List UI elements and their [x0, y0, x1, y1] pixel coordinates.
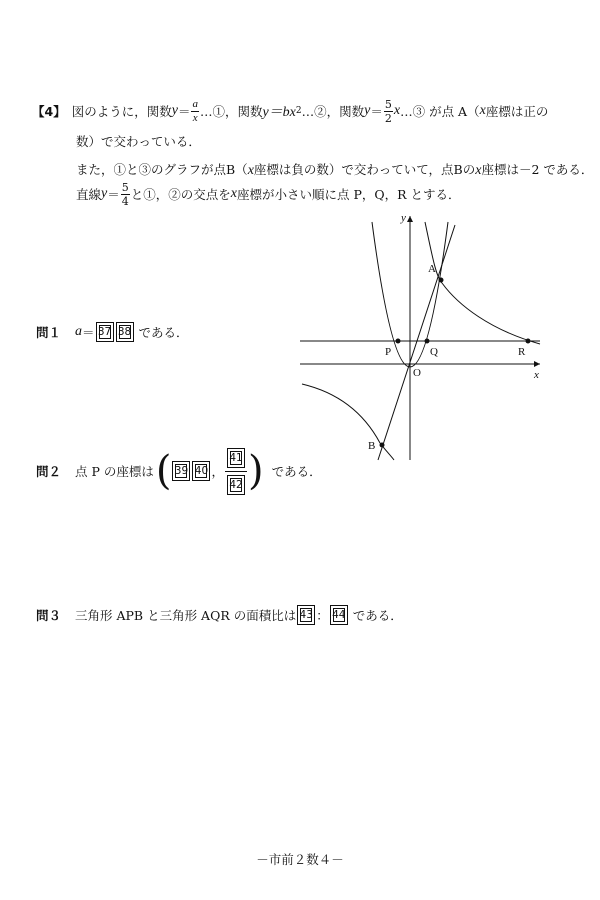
answer-box-43[interactable]: 43 [297, 605, 315, 625]
q2-fraction [225, 448, 247, 495]
f1-numerator: a [192, 97, 198, 110]
answer-box-39[interactable]: 39 [172, 461, 190, 481]
f1-var: y [171, 103, 178, 118]
y-axis-arrow [407, 216, 413, 222]
q2-tail: である． [271, 464, 322, 479]
line4-eq: ＝ [107, 187, 120, 202]
f1-fraction [191, 99, 199, 124]
q3-text: 三角形 APB と三角形 AQR の面積比は [75, 608, 297, 623]
q1-eq: ＝ [82, 325, 95, 340]
problem-line-4 [76, 180, 461, 208]
f3-x: x [393, 103, 401, 118]
q2-close-paren: ) [248, 448, 264, 494]
f3-denominator: 2 [384, 111, 392, 125]
q2-denominator [226, 472, 246, 495]
line3-a: また，①と③のグラフが点B（ [76, 162, 248, 177]
line3-c: 座標は－2 である． [481, 162, 594, 177]
label-p: P [385, 346, 392, 358]
line4-b: と①，②の交点を [130, 187, 231, 202]
label-b: B [368, 440, 376, 452]
f3-var: y [364, 103, 371, 118]
label-x: x [534, 369, 539, 381]
line3-b: 座標は負の数）で交わっていて，点Bの [253, 162, 476, 177]
line4-y: y [101, 186, 108, 201]
answer-box-41[interactable]: 41 [227, 448, 245, 468]
line4-numerator: 5 [121, 180, 129, 194]
q3-tail: である． [352, 608, 403, 623]
point-r [526, 339, 531, 344]
q2-numerator [225, 448, 247, 472]
label-q: Q [430, 346, 438, 358]
problem-text-1-end: 座標は正の [485, 104, 549, 119]
answer-box-44[interactable]: 44 [330, 605, 348, 625]
point-q [425, 339, 430, 344]
point-a [439, 278, 444, 283]
label-r: R [518, 346, 526, 358]
page-footer: －市前２数４－ [256, 852, 344, 867]
problem-line-1 [32, 96, 548, 126]
hyperbola-positive-branch [425, 222, 540, 344]
q3-label: 問３ [36, 608, 62, 623]
label-y: y [401, 212, 406, 224]
answer-box-38[interactable]: 38 [116, 322, 134, 342]
point-b [380, 443, 385, 448]
f2-expr: y＝bx [262, 105, 296, 120]
f3-numerator: 5 [384, 97, 392, 111]
q1-label: 問１ [36, 325, 62, 340]
line4-denominator: 4 [121, 194, 129, 208]
answer-box-40[interactable]: 40 [192, 461, 210, 481]
q2-comma: ， [211, 464, 224, 479]
function-graph [290, 205, 550, 470]
q1-tail: である． [138, 325, 189, 340]
label-a: A [428, 263, 436, 275]
q2-text: 点 P の座標は [75, 464, 154, 479]
f3-fraction [384, 99, 393, 124]
answer-box-37[interactable]: 37 [96, 322, 114, 342]
f3-eq: ＝ [370, 104, 383, 119]
problem-number: 【4】 [32, 104, 66, 119]
point-p [396, 339, 401, 344]
f3-xvar: x [479, 103, 486, 118]
answer-box-42[interactable]: 42 [227, 475, 245, 495]
problem-text-1: 図のように，関数 [71, 104, 172, 119]
q2-label: 問２ [36, 464, 62, 479]
label-origin: O [413, 367, 421, 379]
line3-x: x [247, 163, 254, 178]
f2-exponent: 2 [295, 106, 302, 116]
q1-var: a [75, 324, 83, 339]
x-axis-arrow [534, 361, 540, 367]
line4-c: 座標が小さい順に点 P，Q，R とする． [236, 187, 461, 202]
line4-fraction [121, 182, 130, 207]
line3-x2: x [475, 163, 482, 178]
f1-tail: …①，関数 [199, 104, 263, 119]
f1-eq: ＝ [177, 104, 191, 119]
problem-line-2: 数）で交わっている． [76, 134, 201, 149]
question-3 [36, 603, 403, 627]
line4-a: 直線 [76, 187, 102, 202]
question-1 [36, 320, 189, 344]
q2-open-paren: ( [155, 448, 172, 494]
line4-x: x [230, 186, 237, 201]
problem-line-3 [76, 160, 593, 179]
f3-tail: …③ が点 A（ [400, 104, 480, 119]
f1-denominator: x [192, 111, 198, 124]
f2-tail: …②，関数 [301, 104, 365, 119]
line-y-five-halves-x [378, 225, 455, 460]
q3-colon: ： [316, 608, 329, 623]
question-2 [36, 446, 322, 496]
